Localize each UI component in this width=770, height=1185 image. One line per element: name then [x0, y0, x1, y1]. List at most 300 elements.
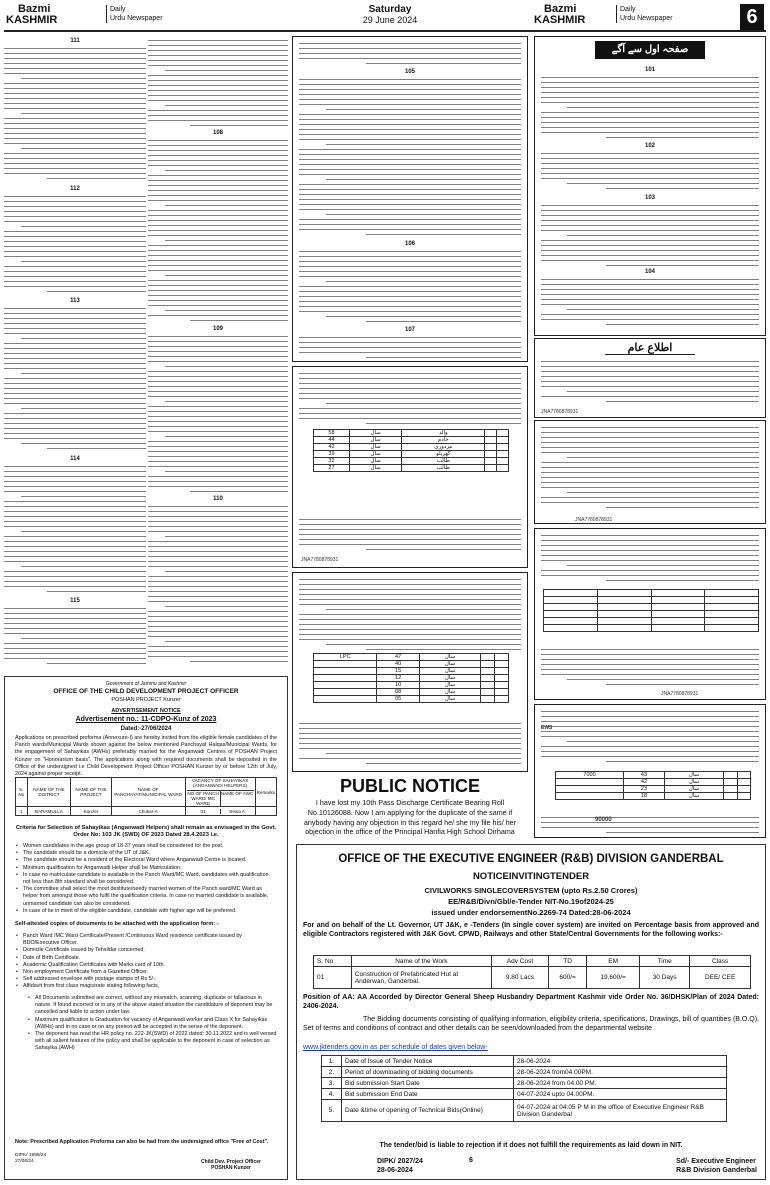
urdu-text-line: [299, 393, 521, 394]
urdu-text-line: [148, 165, 288, 166]
urdu-text-line: [4, 378, 146, 379]
urdu-text-block: [541, 205, 759, 270]
table-cell: [481, 675, 495, 682]
urdu-text-line: [541, 92, 759, 93]
urdu-text-line: [4, 308, 146, 309]
urdu-text-line: [541, 225, 759, 226]
urdu-text-line: [148, 50, 288, 51]
urdu-text-line: [299, 43, 521, 44]
table-cell: Kunzer: [71, 807, 111, 816]
urdu-text-block: [541, 427, 759, 512]
urdu-text-line: [299, 589, 521, 590]
table-cell: Date &time of opening of Technical Bids(Online): [342, 1100, 514, 1122]
urdu-text-line: [148, 426, 288, 427]
urdu-text-line: [148, 386, 288, 387]
table-cell: [495, 682, 509, 689]
urdu-text-line: [4, 333, 146, 334]
urdu-text-line: [148, 195, 288, 196]
urdu-text-line: [299, 256, 521, 257]
urdu-text-line: [148, 341, 288, 342]
table-cell: [485, 451, 497, 458]
urdu-text-line: [190, 661, 288, 662]
urdu-text-line: [165, 366, 288, 367]
urdu-text-block: [148, 506, 288, 666]
public-notice-body-tail: [292, 827, 528, 837]
table-cell: [724, 779, 737, 786]
urdu-text-line: [299, 634, 521, 635]
urdu-text-line: [541, 163, 759, 164]
table-cell: [495, 696, 509, 703]
urdu-text-block: [541, 77, 759, 142]
table-cell: [544, 604, 598, 611]
urdu-text-line: [148, 561, 288, 562]
urdu-text-line: [148, 416, 288, 417]
urdu-text-line: [4, 236, 146, 237]
urdu-text-line: [326, 316, 521, 317]
urdu-text-line: [299, 134, 521, 135]
urdu-text-line: [299, 748, 521, 749]
urdu-text-line: [541, 447, 759, 448]
urdu-text-line: [4, 173, 146, 174]
urdu-text-line: [4, 343, 146, 344]
table-cell: [481, 682, 495, 689]
urdu-text-line: [148, 120, 288, 121]
urdu-text-line: [541, 158, 759, 159]
urdu-text-line: [541, 215, 759, 216]
urdu-text-line: [299, 209, 521, 210]
item-number: 112: [70, 186, 80, 192]
urdu-text-line: [4, 323, 146, 324]
urdu-text-line: [148, 451, 288, 452]
table-header: NAME OF PANCHAYAT/MUNICIPAL WARD: [111, 778, 185, 807]
item-number: 110: [213, 496, 223, 502]
urdu-text-line: [541, 467, 759, 468]
urdu-text-line: [541, 502, 759, 503]
table-cell: [481, 661, 495, 668]
urdu-text-line: [299, 604, 521, 605]
urdu-text-line: [541, 210, 759, 211]
urdu-text-line: [4, 643, 146, 644]
urdu-text-line: [4, 108, 146, 109]
center-news-box: [292, 36, 528, 362]
urdu-text-block: [299, 579, 521, 654]
urdu-text-line: [165, 606, 288, 607]
signature-line: Child Dev. Project Officer: [201, 1159, 261, 1165]
urdu-text-line: [4, 521, 146, 522]
front-page-continued-banner: صفحہ اول سے آگے: [595, 41, 705, 59]
table-cell: [705, 590, 759, 597]
urdu-text-line: [299, 579, 521, 580]
urdu-text-line: [4, 546, 146, 547]
table-cell: [495, 675, 509, 682]
table-cell: [651, 604, 705, 611]
left-brand-line1: Bazmi: [18, 3, 51, 15]
urdu-text-line: [21, 408, 146, 409]
urdu-text-line: [299, 594, 521, 595]
urdu-text-line: [4, 358, 146, 359]
urdu-text-line: [299, 539, 521, 540]
urdu-text-line: [21, 78, 146, 79]
urdu-text-line: [299, 373, 521, 374]
urdu-text-line: [4, 428, 146, 429]
urdu-text-line: [165, 105, 288, 106]
urdu-text-line: [299, 599, 521, 600]
table-cell: [544, 597, 598, 604]
urdu-text-line: [148, 235, 288, 236]
urdu-text-line: [541, 87, 759, 88]
ews-label: EWS: [541, 725, 553, 731]
urdu-text-line: [299, 758, 521, 759]
urdu-text-line: [4, 476, 146, 477]
urdu-text-line: [4, 353, 146, 354]
table-cell: سال: [419, 654, 481, 661]
table-header: NAME OF THE DISTRICT: [27, 778, 71, 807]
urdu-text-line: [299, 388, 521, 389]
urdu-text-line: [148, 260, 288, 261]
urdu-text-line: [4, 88, 146, 89]
urdu-text-line: [541, 117, 759, 118]
urdu-text-line: [541, 827, 759, 828]
table-cell: [255, 807, 276, 816]
table-cell: مزدوری: [402, 444, 485, 451]
urdu-text-line: [21, 638, 146, 639]
urdu-text-line: [541, 173, 759, 174]
urdu-text-line: [299, 529, 521, 530]
urdu-text-line: [299, 199, 521, 200]
urdu-text-line: [541, 731, 759, 732]
urdu-text-line: [4, 138, 146, 139]
urdu-text-line: [541, 168, 759, 169]
urdu-text-line: [299, 89, 521, 90]
tender-website-link[interactable]: www.jktenders.gov.in as per schedule of dates given below-: [303, 1044, 488, 1051]
urdu-text-line: [4, 153, 146, 154]
urdu-text-line: [4, 403, 146, 404]
urdu-text-line: [4, 118, 146, 119]
public-notice-line: No.10126088. Now I am applying for the duplicate of the same if: [307, 808, 513, 817]
urdu-text-line: [326, 179, 521, 180]
urdu-text-line: [299, 251, 521, 252]
urdu-text-line: [541, 462, 759, 463]
urdu-text-line: [541, 555, 759, 556]
urdu-text-line: [4, 501, 146, 502]
urdu-text-line: [4, 536, 146, 537]
table-cell: [597, 625, 651, 632]
urdu-text-line: [299, 53, 521, 54]
urdu-text-line: [148, 315, 288, 316]
table-cell: 9.80 Lacs: [491, 967, 548, 989]
table-cell: سال: [664, 793, 723, 800]
item-number: 108: [212, 130, 223, 136]
urdu-text-line: [148, 651, 288, 652]
table-cell: [495, 661, 509, 668]
urdu-text-line: [541, 545, 759, 546]
urdu-text-line: [47, 291, 146, 292]
left-brand: [6, 4, 57, 26]
urdu-text-line: [541, 751, 759, 752]
table-cell: سال: [419, 668, 481, 675]
affidavit-item: • The deponent has read the HR policy no. 222-JK(SWD) of 2022 dated: 30.11.2022 and is well versed with all salient features of the policy and shall be applicable to the deponent in case of selection as Sahayika (AWH): [27, 1031, 277, 1053]
table-cell: 600/=: [549, 967, 587, 989]
urdu-text-line: [148, 55, 288, 56]
table-cell: Sewa A: [229, 808, 245, 814]
table-row: [544, 611, 759, 618]
table-header-group: [185, 778, 255, 807]
ad-notice-label: ADVERTISEMENT NOTICE: [111, 708, 181, 714]
urdu-text-line: [148, 526, 288, 527]
works-table: [313, 955, 751, 989]
general-notice-box: [534, 338, 766, 418]
urdu-text-block: [148, 40, 288, 130]
urdu-text-line: [4, 586, 146, 587]
urdu-text-line: [4, 251, 146, 252]
tender-office-title: OFFICE OF THE EXECUTIVE ENGINEER (R&B) DIVISION GANDERBAL: [338, 853, 724, 865]
urdu-text-line: [4, 648, 146, 649]
dipk-number: DIPK/ 2027/24: [377, 1158, 423, 1165]
table-cell: [705, 597, 759, 604]
table-cell: سال: [419, 675, 481, 682]
urdu-text-line: [299, 728, 521, 729]
urdu-text-line: [299, 84, 521, 85]
item-number: 107: [404, 327, 415, 333]
urdu-text-line: [4, 241, 146, 242]
urdu-text-line: [299, 119, 521, 120]
urdu-text-line: [606, 507, 759, 508]
table-cell: 18: [624, 793, 665, 800]
urdu-text-line: [606, 324, 759, 325]
cdpo-advertisement: [4, 676, 288, 1180]
urdu-text-line: [4, 318, 146, 319]
urdu-text-line: [4, 246, 146, 247]
urdu-text-line: [148, 566, 288, 567]
urdu-text-block: [541, 649, 759, 689]
urdu-text-line: [541, 756, 759, 757]
urdu-text-line: [4, 438, 146, 439]
urdu-text-line: [165, 240, 288, 241]
urdu-text-line: [4, 73, 146, 74]
urdu-text-line: [4, 511, 146, 512]
urdu-text-line: [541, 366, 759, 367]
urdu-text-line: [148, 290, 288, 291]
urdu-text-line: [541, 299, 759, 300]
urdu-text-line: [148, 110, 288, 111]
urdu-text-line: [21, 443, 146, 444]
table-cell: سال: [664, 786, 723, 793]
urdu-text-line: [541, 659, 759, 660]
table-cell: Period of downloading of bidding documents: [342, 1067, 514, 1078]
urdu-text-line: [299, 614, 521, 615]
table-cell: 15: [377, 668, 419, 675]
schedule-table: [321, 1055, 727, 1122]
item-number: 114: [70, 456, 80, 462]
urdu-text-line: [148, 481, 288, 482]
table-cell: [481, 689, 495, 696]
urdu-text-line: [299, 296, 521, 297]
table-row: [544, 597, 759, 604]
urdu-text-line: [366, 763, 521, 764]
public-notice-line: anybody having any objection in this regard he/ she my file his/ her: [303, 817, 517, 827]
table-row: [556, 772, 751, 779]
urdu-text-line: [4, 128, 146, 129]
urdu-text-line: [148, 656, 288, 657]
urdu-text-line: [299, 286, 521, 287]
signature-line: R&B Division Ganderbal: [676, 1167, 757, 1174]
masthead: [4, 4, 766, 32]
urdu-text-line: [148, 611, 288, 612]
table-cell: [485, 430, 497, 437]
urdu-text-line: [541, 132, 759, 133]
urdu-text-line: [148, 576, 288, 577]
table-cell: [314, 661, 377, 668]
table-cell: [485, 437, 497, 444]
table-cell: سال: [419, 689, 481, 696]
table-row: [314, 675, 509, 682]
table-cell: 43: [624, 772, 665, 779]
table-cell: 58: [314, 430, 350, 437]
table-cell: طالب: [402, 465, 485, 472]
table-cell: 12: [377, 675, 419, 682]
urdu-text-line: [4, 526, 146, 527]
criteria-item: • In case no matriculate candidate is available in the Panch Ward/MC Ward, candidates with qualification not less than 8th standard shall be considered.: [15, 872, 277, 886]
urdu-text-line: [541, 102, 759, 103]
table-row: [314, 430, 509, 437]
tender-signature: [676, 1157, 757, 1175]
urdu-text-line: [4, 231, 146, 232]
urdu-text-line: [148, 280, 288, 281]
table-cell: 28-06-2024 from 04.00 PM.: [514, 1078, 727, 1089]
urdu-text-line: [541, 255, 759, 256]
item-number: 115: [70, 598, 80, 604]
urdu-text-line: [541, 284, 759, 285]
table-cell: 27: [314, 465, 350, 472]
urdu-text-line: [148, 285, 288, 286]
table-row: [314, 465, 509, 472]
urdu-text-line: [4, 368, 146, 369]
table-cell: [705, 611, 759, 618]
criteria-list: [15, 843, 277, 915]
table-cell: Bid submission Start Date: [342, 1078, 514, 1089]
urdu-text-line: [4, 201, 146, 202]
urdu-text-line: [299, 79, 521, 80]
urdu-text-line: [366, 321, 521, 322]
urdu-text-line: [148, 215, 288, 216]
table-row: [544, 625, 759, 632]
urdu-text-line: [366, 549, 521, 550]
urdu-text-line: [606, 832, 759, 833]
urdu-text-line: [299, 383, 521, 384]
table-cell: 05: [377, 696, 419, 703]
table-cell: [314, 696, 377, 703]
urdu-text-line: [541, 497, 759, 498]
table-cell: [485, 465, 497, 472]
urdu-text-line: [606, 188, 759, 189]
table-cell: Chukar-A: [111, 807, 185, 816]
affidavit-item: • All Documents submitted are correct, without any mismatch, scanning, duplicate or fallacious in nature. If found incorrect or in any of the above stated situation the candidature of deponent may be cancelled and liable to action under law.: [27, 995, 277, 1017]
urdu-text-line: [148, 200, 288, 201]
table-cell: سال: [349, 444, 401, 451]
table-row: [556, 779, 751, 786]
urdu-text-line: [326, 403, 521, 404]
urdu-text-line: [148, 446, 288, 447]
urdu-text-line: [148, 40, 288, 41]
table-header: Name of the Work: [351, 956, 491, 967]
table-cell: [597, 597, 651, 604]
urdu-text-line: [299, 347, 521, 348]
urdu-text-line: [148, 551, 288, 552]
urdu-text-line: [148, 245, 288, 246]
urdu-text-line: [299, 48, 521, 49]
table-cell: [481, 696, 495, 703]
urdu-text-line: [21, 113, 146, 114]
urdu-text-line: [541, 361, 759, 362]
table-cell: سال: [419, 696, 481, 703]
urdu-text-line: [299, 276, 521, 277]
urdu-text-line: [148, 596, 288, 597]
table-cell: [497, 444, 509, 451]
table-cell: [497, 430, 509, 437]
urdu-text-line: [299, 733, 521, 734]
urdu-text-line: [4, 383, 146, 384]
urdu-text-line: [4, 83, 146, 84]
urdu-text-line: [541, 220, 759, 221]
table-cell: [544, 611, 598, 618]
affidavit-item: • Maximum qualification is Graduation for vacancy of Anganwadi worker and Class X for Sahayikas (AWHs) and in no case or on any pretext will be accepted in the sense of the deponent.: [27, 1017, 277, 1031]
table-header: TD: [549, 956, 587, 967]
urdu-text-line: [4, 481, 146, 482]
urdu-text-line: [4, 221, 146, 222]
amount-value: 90000: [595, 817, 612, 823]
criteria-item: • The candidate should be a domicile of the UT of J&K.: [15, 850, 277, 857]
urdu-text-line: [148, 431, 288, 432]
table-row: [314, 451, 509, 458]
center-legal-notice-1: [292, 366, 528, 568]
item-number: 105: [404, 69, 415, 75]
urdu-text-line: [299, 544, 521, 545]
urdu-text-line: [21, 531, 146, 532]
table-cell: [544, 618, 598, 625]
table-cell: [724, 772, 737, 779]
urdu-text-line: [148, 601, 288, 602]
table-cell: [485, 458, 497, 465]
item-number: 109: [212, 326, 223, 332]
urdu-text-line: [4, 163, 146, 164]
table-header: EM: [587, 956, 640, 967]
urdu-text-line: [148, 616, 288, 617]
urdu-text-line: [148, 591, 288, 592]
right-legal-notice-ews: [534, 704, 766, 838]
urdu-text-line: [567, 107, 759, 108]
urdu-text-line: [148, 356, 288, 357]
urdu-text-line: [541, 82, 759, 83]
urdu-text-line: [299, 184, 521, 185]
urdu-text-line: [541, 319, 759, 320]
table-cell: [724, 793, 737, 800]
right-legal-notice-1: [534, 420, 766, 524]
urdu-text-line: [148, 461, 288, 462]
table-cell: Date of Issue of Tender Notice: [342, 1056, 514, 1067]
urdu-text-line: [148, 295, 288, 296]
urdu-text-line: [541, 376, 759, 377]
table-cell: سال: [349, 465, 401, 472]
urdu-text-line: [148, 371, 288, 372]
urdu-text-line: [148, 190, 288, 191]
urdu-text-line: [148, 521, 288, 522]
urdu-text-line: [541, 381, 759, 382]
tender-notice: [296, 844, 766, 1180]
urdu-text-line: [541, 250, 759, 251]
urdu-text-line: [299, 624, 521, 625]
urdu-text-line: [148, 506, 288, 507]
urdu-text-line: [4, 618, 146, 619]
